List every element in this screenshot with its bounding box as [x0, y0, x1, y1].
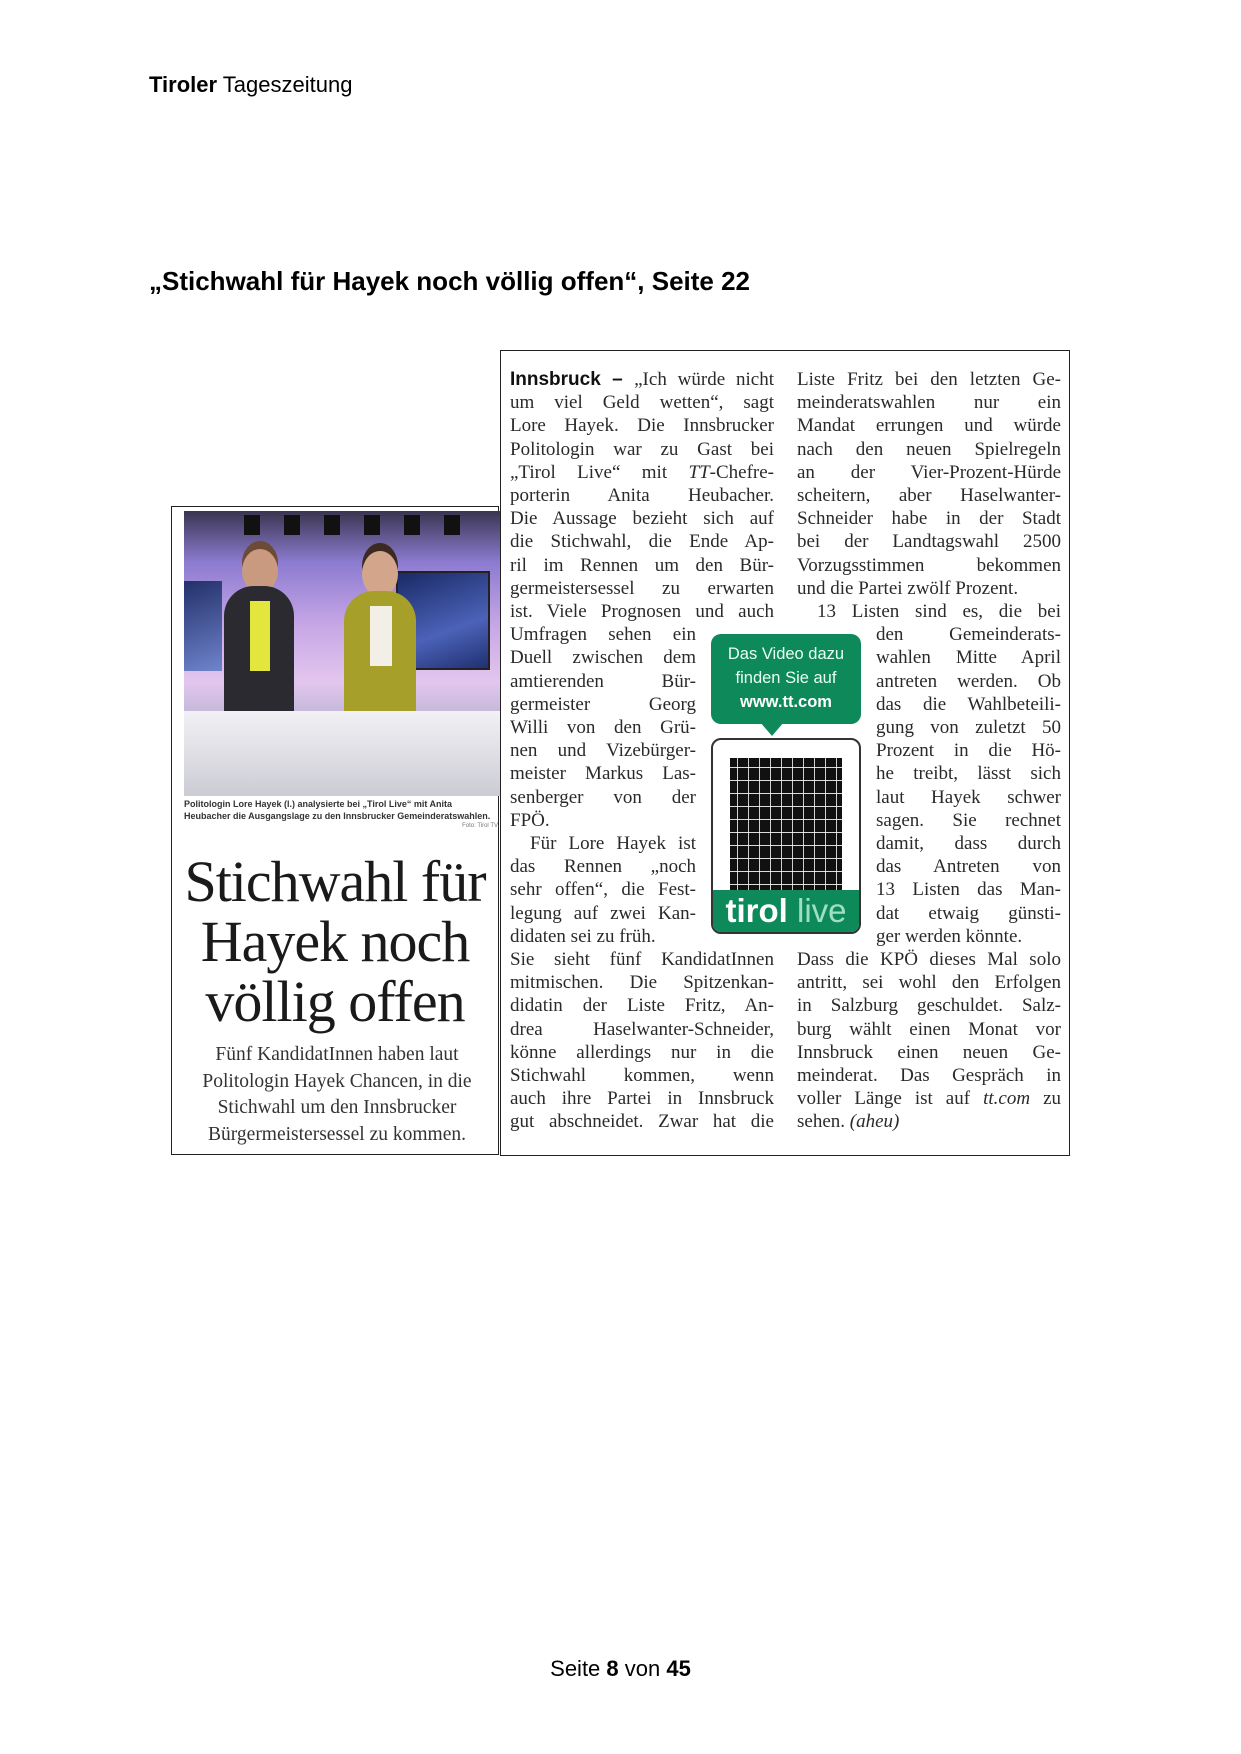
text-run: Schneider habe in der Stadt	[797, 508, 1061, 530]
text-run: burg wählt einen Monat vor	[797, 1018, 1061, 1040]
text-run: legung auf zwei Kan-	[510, 902, 696, 924]
article-line	[510, 994, 774, 1017]
text-run: gung von zuletzt 50	[876, 717, 1061, 738]
text-run: germeistersessel zu erwarten	[510, 577, 774, 599]
article-line	[510, 368, 774, 391]
text-run: sehr offen“, die Fest-	[510, 879, 696, 901]
photo-caption-text: Politologin Lore Hayek (l.) analysierte bei „Tirol Live“ mit Anita Heubacher die Ausgangslage zu den Innsbrucker Gemeinderatswahlen.	[184, 799, 491, 821]
article-line	[510, 1018, 774, 1041]
text-run: laut Hayek schwer	[876, 786, 1061, 808]
article-line	[510, 414, 774, 437]
article-line	[510, 948, 774, 971]
article-line	[876, 693, 1061, 716]
text-run: die Stichwahl, die Ende Ap-	[510, 531, 774, 553]
article-line	[510, 902, 696, 925]
article-line	[876, 855, 1061, 878]
text-run: antreten werden. Ob	[876, 670, 1061, 692]
article-line	[876, 809, 1061, 832]
text-run: 13 Listen sind es, die bei	[817, 601, 1061, 622]
text-run: den Gemeinderats-	[876, 624, 1061, 646]
article-line	[797, 971, 1061, 994]
text-run: Politologin war zu Gast bei	[510, 438, 774, 460]
article-line	[797, 1087, 1061, 1110]
text-run: FPÖ.	[510, 809, 550, 831]
studio-screen-left	[184, 581, 222, 671]
logo-tirol: tirol	[725, 892, 788, 929]
text-run: Innsbruck einen neuen Ge-	[797, 1041, 1061, 1063]
photo-caption	[184, 799, 498, 830]
article-line	[876, 739, 1061, 762]
text-run: das die Wahlbeteili-	[876, 693, 1061, 715]
article-line	[797, 507, 1061, 530]
article-line	[510, 1110, 774, 1133]
article-line	[797, 414, 1061, 437]
article-line	[876, 925, 1061, 948]
text-run: Liste Fritz bei den letzten Ge-	[797, 369, 1061, 390]
article-line	[797, 1018, 1061, 1041]
studio-desk	[184, 711, 500, 796]
article-line	[797, 1041, 1061, 1064]
article-line	[510, 530, 774, 553]
article-line	[876, 902, 1061, 925]
video-callout-line1: Das Video dazu	[727, 645, 845, 663]
footer-middle: von	[618, 1656, 667, 1681]
article-line	[510, 693, 696, 716]
qr-code-icon	[730, 758, 842, 890]
text-run: Umfragen sehen ein	[510, 624, 696, 646]
text-run: Für Lore Hayek ist	[530, 833, 696, 854]
article-line	[510, 600, 774, 623]
article-line	[797, 391, 1061, 414]
article-line	[510, 786, 696, 809]
qr-code-box	[711, 738, 861, 934]
article-line	[876, 832, 1061, 855]
text-run: porterin Anita Heubacher.	[510, 485, 774, 506]
text-run: 13 Listen das Man-	[876, 879, 1061, 901]
text-run: (aheu)	[849, 1111, 900, 1133]
text-run: auch ihre Partei in Innsbruck	[510, 1088, 774, 1110]
article-line	[876, 878, 1061, 901]
text-run: mitmischen. Die Spitzenkan-	[510, 972, 774, 994]
article-line	[797, 554, 1061, 577]
headline-line-2: Hayek noch	[200, 909, 470, 974]
person-left-shirt	[250, 601, 270, 671]
text-run: das Antreten von	[876, 856, 1061, 878]
text-run: und die Partei zwölf Prozent.	[797, 577, 1019, 599]
article-line	[510, 623, 696, 646]
text-run: das Rennen „noch	[510, 856, 696, 878]
text-run: -Chefre-	[709, 461, 774, 483]
document-title: „Stichwahl für Hayek noch völlig offen“, Seite 22	[149, 266, 751, 296]
article-line	[876, 646, 1061, 669]
text-run: didaten sei zu früh.	[510, 925, 656, 947]
article-line	[797, 1064, 1061, 1087]
article-line	[510, 739, 696, 762]
text-run: „Tirol Live“ mit	[510, 461, 689, 483]
article-line	[510, 971, 774, 994]
text-run: Stichwahl kommen, wenn	[510, 1065, 774, 1086]
article-line	[797, 461, 1061, 484]
publication-name	[149, 72, 352, 98]
text-run: ger werden könnte.	[876, 925, 1023, 947]
article-line	[510, 1087, 774, 1110]
text-run: nen und Vizebürger-	[510, 740, 696, 762]
text-run: sagen. Sie rechnet	[876, 809, 1061, 831]
text-run: amtierenden Bür-	[510, 670, 696, 692]
text-run: meinderat. Das Gespräch in	[797, 1065, 1061, 1086]
text-run: scheitern, aber Haselwanter-	[797, 485, 1061, 506]
article-line	[510, 554, 774, 577]
text-run: Die Aussage bezieht sich auf	[510, 508, 774, 530]
article-photo	[184, 511, 500, 796]
article-line	[510, 878, 696, 901]
text-run: tt.com	[983, 1088, 1031, 1110]
article-line	[510, 716, 696, 739]
tirol-live-logo	[713, 890, 859, 932]
video-callout-line2: finden Sie auf	[735, 669, 837, 687]
article-line	[510, 925, 696, 948]
text-run: könne allerdings nur in die	[510, 1041, 774, 1063]
text-run: damit, dass durch	[876, 833, 1061, 854]
text-run: an der Vier-Prozent-Hürde	[797, 461, 1061, 483]
article-line	[510, 461, 774, 484]
article-line	[510, 391, 774, 414]
article-line	[797, 577, 1061, 600]
text-run: meinderatswahlen nur ein	[797, 392, 1061, 414]
text-run: didatin der Liste Fritz, An-	[510, 995, 774, 1017]
text-run: nach den neuen Spielregeln	[797, 438, 1061, 460]
article-line	[797, 484, 1061, 507]
text-run: wahlen Mitte April	[876, 647, 1061, 669]
text-run: in Salzburg geschuldet. Salz-	[797, 995, 1061, 1017]
logo-live: live	[787, 892, 847, 929]
article-line	[510, 855, 696, 878]
video-callout	[711, 634, 861, 724]
article-line	[510, 809, 696, 832]
article-line	[510, 438, 774, 461]
text-run: Vorzugsstimmen bekommen	[797, 554, 1061, 576]
article-line	[510, 1041, 774, 1064]
photo-credit: Foto: Tirol TV	[462, 823, 498, 829]
article-line	[797, 368, 1061, 391]
dateline: Innsbruck –	[510, 369, 635, 390]
article-line	[876, 716, 1061, 739]
article-line	[797, 438, 1061, 461]
text-run: bei der Landtagswahl 2500	[797, 531, 1061, 553]
article-line	[797, 948, 1061, 971]
text-run: zu	[1030, 1088, 1061, 1110]
footer-page-number: 8	[606, 1656, 619, 1681]
article-line	[876, 623, 1061, 646]
headline-line-1: Stichwahl für	[184, 849, 486, 914]
article-line	[510, 577, 774, 600]
article-line	[510, 1064, 774, 1087]
text-run: he treibt, lässt sich	[876, 763, 1061, 785]
text-run: antritt, sei wohl den Erfolgen	[797, 972, 1061, 994]
publication-name-bold: Tiroler	[149, 72, 218, 97]
article-line	[510, 507, 774, 530]
text-run: ril im Rennen um den Bür-	[510, 554, 774, 576]
subheadline: Fünf KandidatInnen haben laut Politologin Hayek Chancen, in die Stichwahl um den Innsbrucker Bürgermeistersessel zu kommen.	[202, 1044, 472, 1145]
text-run: meister Markus Las-	[510, 763, 696, 785]
publication-name-rest: Tageszeitung	[217, 72, 353, 97]
article-line	[510, 670, 696, 693]
text-run: „Ich würde nicht	[634, 369, 774, 390]
text-run: germeister Georg	[510, 693, 696, 715]
article-line	[797, 1110, 1061, 1133]
text-run: Dass die KPÖ dieses Mal solo	[797, 949, 1061, 970]
text-run: Mandat errungen und würde	[797, 415, 1061, 437]
speech-bubble-tail	[760, 722, 784, 736]
headline-line-3: völlig offen	[205, 969, 465, 1034]
article-line	[510, 762, 696, 785]
text-run: TT	[688, 461, 710, 483]
text-run: ist. Viele Prognosen und auch	[510, 601, 774, 622]
text-run: dat etwaig günsti-	[876, 902, 1061, 924]
article-line	[530, 832, 696, 855]
text-run: Prozent in die Hö-	[876, 740, 1061, 762]
text-run: gut abschneidet. Zwar hat die	[510, 1111, 774, 1133]
text-run: Lore Hayek. Die Innsbrucker	[510, 415, 774, 437]
studio-lights	[244, 515, 464, 535]
page-footer	[0, 1656, 1241, 1682]
footer-total-pages: 45	[666, 1656, 691, 1681]
article-line	[876, 670, 1061, 693]
article-line	[797, 994, 1061, 1017]
article-line	[510, 484, 774, 507]
text-run: voller Länge ist auf	[797, 1088, 984, 1110]
article-line	[510, 646, 696, 669]
person-right-shirt	[370, 606, 392, 666]
article-line	[797, 530, 1061, 553]
article-line	[817, 600, 1061, 623]
video-url: www.tt.com	[740, 693, 832, 711]
text-run: Willi von den Grü-	[510, 717, 696, 738]
text-run: sehen.	[797, 1111, 850, 1133]
text-run: um viel Geld wetten“, sagt	[510, 392, 774, 414]
text-run: drea Haselwanter-Schneider,	[510, 1018, 774, 1040]
text-run: Duell zwischen dem	[510, 647, 696, 669]
article-line	[876, 786, 1061, 809]
footer-prefix: Seite	[550, 1656, 607, 1681]
article-line	[876, 762, 1061, 785]
text-run: senberger von der	[510, 786, 696, 808]
text-run: Sie sieht fünf KandidatInnen	[510, 949, 774, 970]
